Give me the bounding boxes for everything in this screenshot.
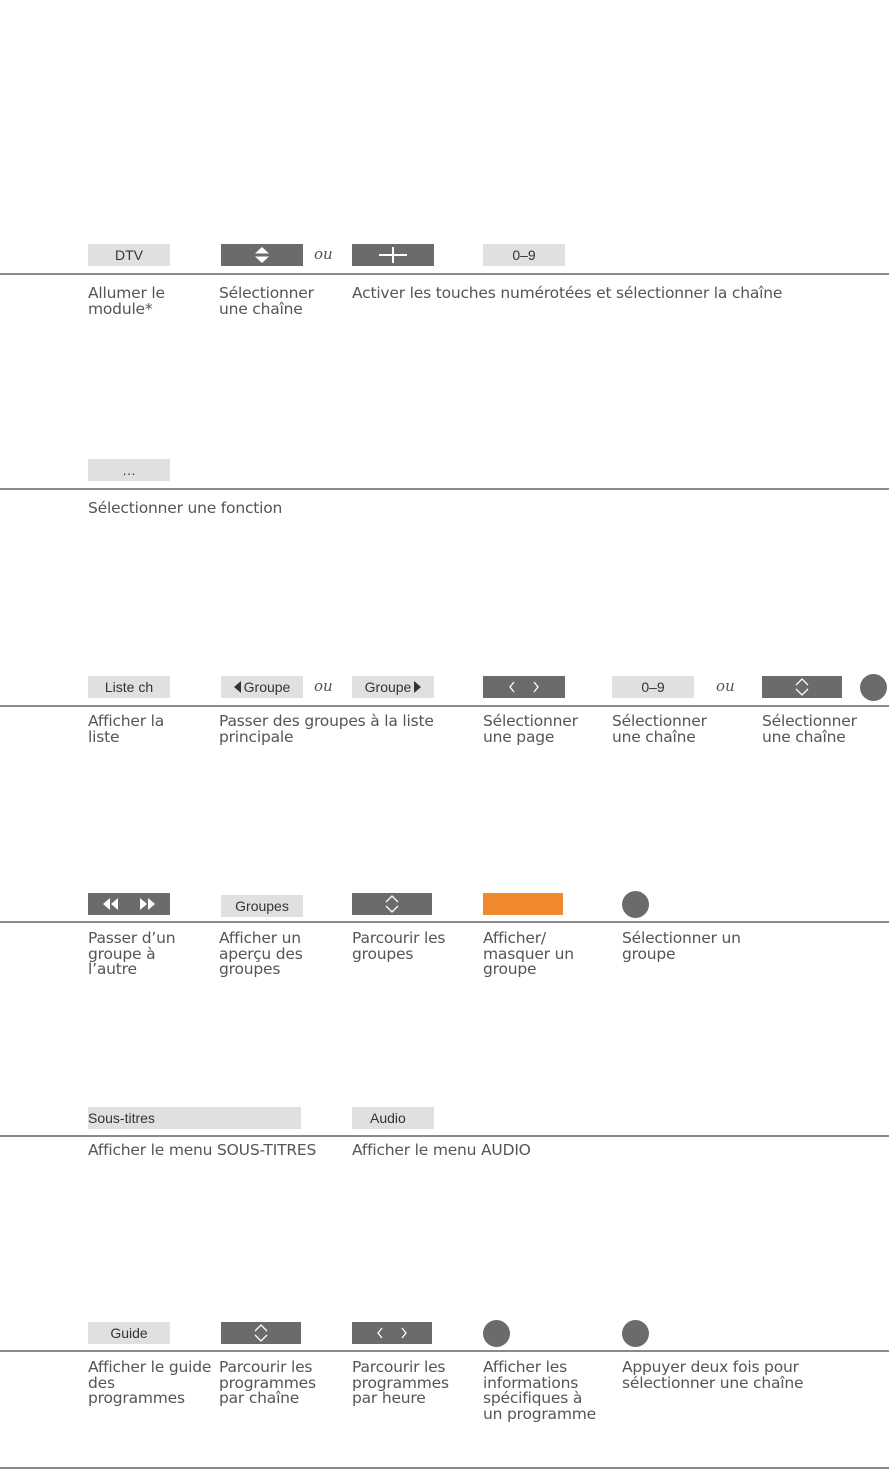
ellipsis-key[interactable]: … <box>88 459 170 481</box>
dtv-key[interactable]: DTV <box>88 244 170 266</box>
rewind-forward-icon <box>101 897 157 911</box>
triangle-right-icon <box>414 681 421 693</box>
guide-key[interactable]: Guide <box>88 1322 170 1344</box>
left-right-chevron-icon <box>509 681 539 693</box>
label-afficher-guide: Afficher le guide des programmes <box>88 1358 212 1407</box>
digits-key[interactable]: 0–9 <box>483 244 565 266</box>
label-apercu: Afficher un aperçu des groupes <box>219 929 303 978</box>
label-parcourir-groupes: Parcourir les groupes <box>352 929 446 963</box>
label-selectionner-chaine: Sélectionner une chaîne <box>219 284 314 318</box>
or-label: ou <box>314 677 333 695</box>
up-down-arrow-icon <box>254 247 270 263</box>
groupe-next-key[interactable] <box>352 676 434 698</box>
or-label: ou <box>716 677 735 695</box>
center-button-icon[interactable] <box>622 891 649 918</box>
groupe-prev-label: Groupe <box>243 679 291 695</box>
label-passer-groupes: Passer des groupes à la liste principale <box>219 712 434 746</box>
digits-key[interactable]: 0–9 <box>612 676 694 698</box>
rewind-forward-key[interactable] <box>88 893 170 915</box>
triangle-left-icon <box>234 681 241 693</box>
label-selectionner-chaine: Sélectionner une chaîne <box>612 712 707 746</box>
section-divider <box>0 705 889 707</box>
up-down-chevron-icon <box>795 678 809 696</box>
groupes-key[interactable]: Groupes <box>221 895 303 917</box>
up-down-chevron-icon <box>385 895 399 913</box>
center-button-icon[interactable] <box>622 1320 649 1347</box>
section-divider <box>0 488 889 490</box>
left-right-chevron-icon <box>377 1327 407 1339</box>
label-selectionner-groupe: Sélectionner un groupe <box>622 929 741 963</box>
section-divider <box>0 921 889 923</box>
section-divider <box>0 1467 889 1469</box>
center-button-icon[interactable] <box>860 674 887 701</box>
label-allumer: Allumer le module* <box>88 284 165 318</box>
plus-icon <box>379 247 407 263</box>
label-par-chaine: Parcourir les programmes par chaîne <box>219 1358 316 1407</box>
sous-titres-key[interactable]: Sous-titres <box>88 1107 301 1129</box>
label-selectionner-page: Sélectionner une page <box>483 712 578 746</box>
label-afficher-liste: Afficher la liste <box>88 712 165 746</box>
up-down-chevron-key[interactable] <box>762 676 842 698</box>
label-passer-groupe: Passer d’un groupe à l’autre <box>88 929 176 978</box>
label-infos: Afficher les informations spécifiques à un programme <box>483 1358 596 1423</box>
label-activer: Activer les touches numérotées et sélectionner la chaîne <box>352 284 783 302</box>
groupe-next-label: Groupe <box>364 679 412 695</box>
center-button-icon[interactable] <box>483 1320 510 1347</box>
audio-key[interactable]: Audio <box>352 1107 434 1129</box>
up-down-chevron-icon <box>254 1324 268 1342</box>
label-menu-sous-titres: Afficher le menu SOUS-TITRES <box>88 1141 317 1159</box>
up-down-chevron-key[interactable] <box>221 1322 301 1344</box>
label-menu-audio: Afficher le menu AUDIO <box>352 1141 531 1159</box>
section-divider <box>0 1350 889 1352</box>
section-divider <box>0 1135 889 1137</box>
section-divider <box>0 273 889 275</box>
left-right-key[interactable] <box>483 676 565 698</box>
label-selectionner-chaine: Sélectionner une chaîne <box>762 712 857 746</box>
groupe-prev-key[interactable] <box>221 676 303 698</box>
liste-ch-key[interactable]: Liste ch <box>88 676 170 698</box>
up-down-key[interactable] <box>221 244 303 266</box>
or-label: ou <box>314 245 333 263</box>
plus-key[interactable] <box>352 244 434 266</box>
up-down-chevron-key[interactable] <box>352 893 432 915</box>
label-fonction: Sélectionner une fonction <box>88 499 283 517</box>
left-right-key[interactable] <box>352 1322 432 1344</box>
label-par-heure: Parcourir les programmes par heure <box>352 1358 449 1407</box>
label-deux-fois: Appuyer deux fois pour sélectionner une chaîne <box>622 1358 804 1392</box>
label-masquer: Afficher/ masquer un groupe <box>483 929 574 978</box>
orange-key[interactable] <box>483 893 563 915</box>
